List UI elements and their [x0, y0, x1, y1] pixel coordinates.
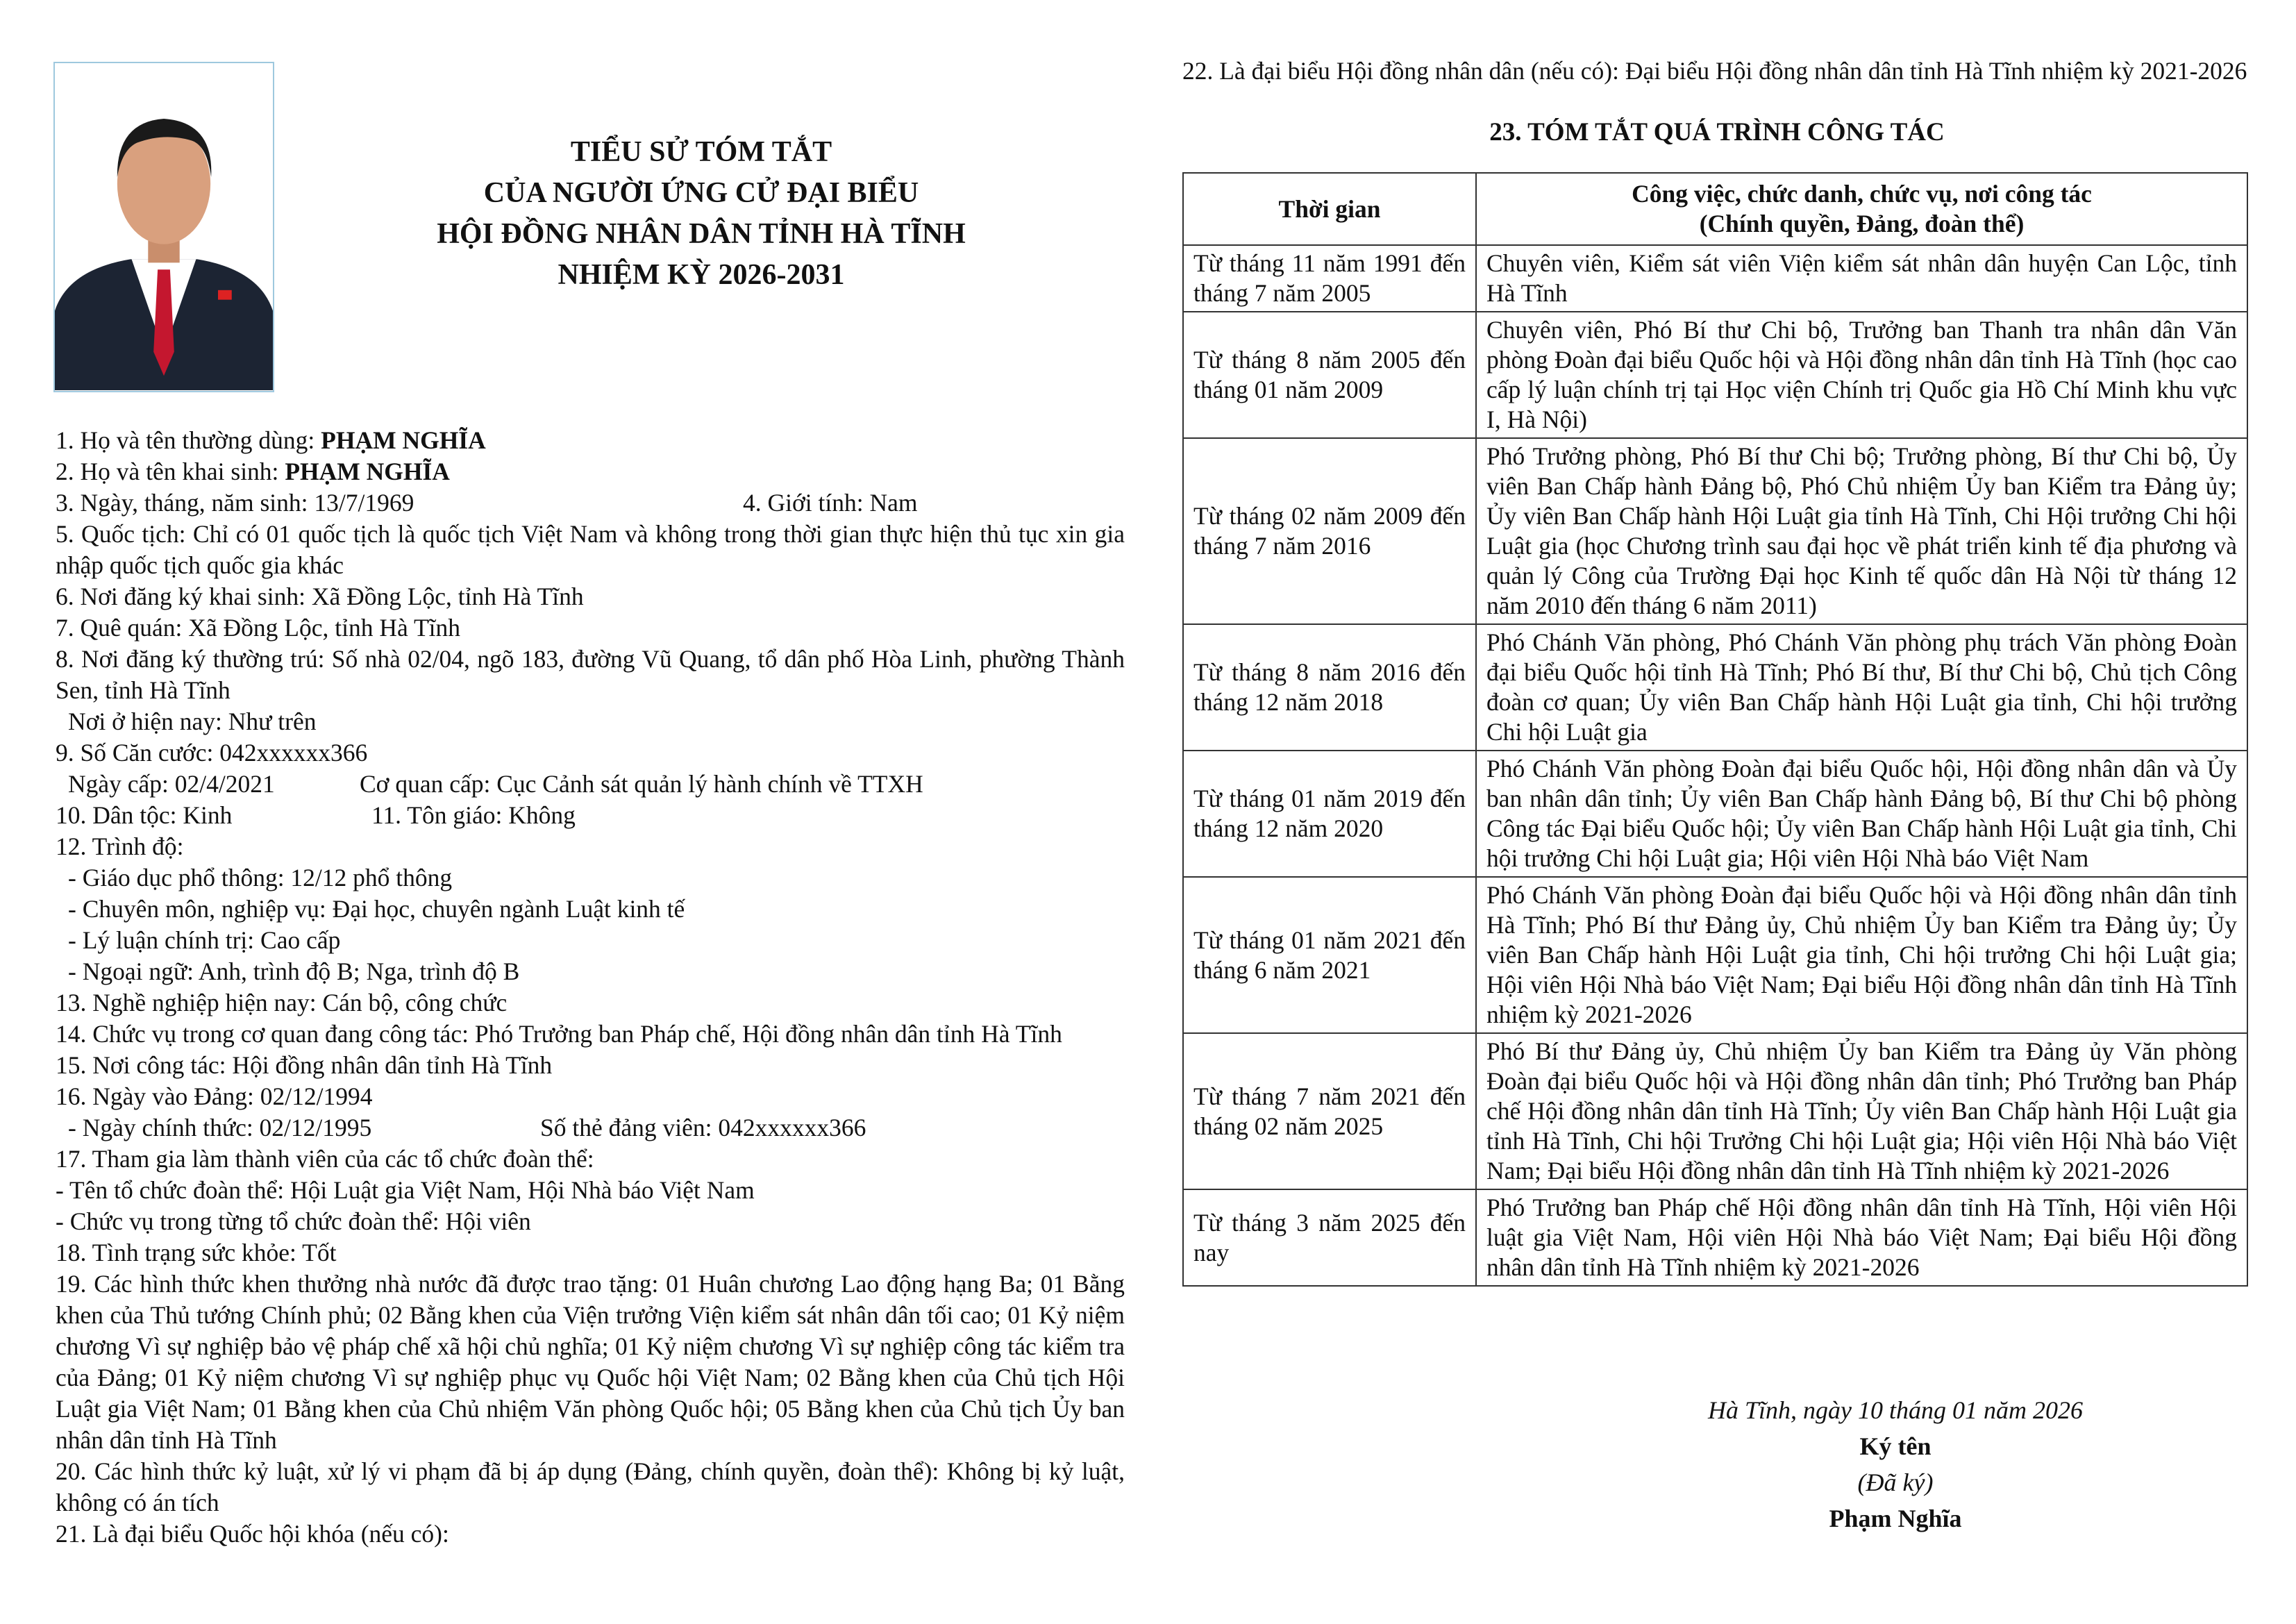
row-time: Từ tháng 8 năm 2016 đến tháng 12 năm 2018 — [1183, 624, 1476, 751]
item-9-agency: Cơ quan cấp: Cục Cảnh sát quản lý hành chính về TTXH — [360, 770, 923, 798]
document-title — [326, 132, 1076, 296]
row-desc: Chuyên viên, Phó Bí thư Chi bộ, Trưởng ban Thanh tra nhân dân Văn phòng Đoàn đại biểu Quốc hội và Hội đồng nhân dân tỉnh Hà Tĩnh (học cao cấp lý luận chính trị tại Học viện Chính trị Quốc gia Hồ Chí Minh khu vực I, Hà Nội) — [1476, 312, 2247, 438]
item-12a: - Giáo dục phổ thông: 12/12 phổ thông — [68, 864, 453, 891]
item-11: 11. Tôn giáo: Không — [371, 801, 576, 829]
item-1 — [56, 425, 1125, 456]
item-2-value: PHẠM NGHĨA — [285, 458, 450, 485]
sign-label: Ký tên — [1859, 1432, 1932, 1460]
item-2-label: 2. Họ và tên khai sinh: — [56, 458, 285, 485]
item-15: 15. Nơi công tác: Hội đồng nhân dân tỉnh Hà Tĩnh — [56, 1051, 553, 1079]
item-20: 20. Các hình thức kỷ luật, xử lý vi phạm đã bị áp dụng (Đảng, chính quyền, đoàn thể): Không bị kỷ luật, không có án tích — [56, 1457, 1125, 1516]
item-21: 21. Là đại biểu Quốc hội khóa (nếu có): — [56, 1520, 449, 1548]
row-time: Từ tháng 3 năm 2025 đến nay — [1183, 1189, 1476, 1286]
title-line-2: CỦA NGƯỜI ỨNG CỬ ĐẠI BIỂU — [483, 177, 919, 209]
item-19: 19. Các hình thức khen thưởng nhà nước đã được trao tặng: 01 Huân chương Lao động hạng Ba; 01 Bằng khen của Thủ tướng Chính phủ; 02 Bằng khen của Viện trưởng Viện kiểm sát nhân dân tối cao; 01 Kỷ niệm chương Vì sự nghiệp bảo vệ pháp chế xã hội chủ nghĩa; 01 Kỷ niệm chương Vì sự nghiệp công tác kiểm tra của Đảng; 01 Kỷ niệm chương Vì sự nghiệp phục vụ Quốc hội Việt Nam; 02 Bằng khen của Chủ tịch Hội Luật gia Việt Nam; 01 Bằng khen của Chủ nhiệm Văn phòng Quốc hội; 05 Bằng khen của Chủ tịch Ủy ban nhân dân tỉnh Hà Tĩnh — [56, 1270, 1125, 1454]
item-16: 16. Ngày vào Đảng: 02/12/1994 — [56, 1082, 373, 1110]
row-time: Từ tháng 11 năm 1991 đến tháng 7 năm 2005 — [1183, 245, 1476, 312]
item-10-11 — [56, 800, 1125, 831]
title-line-4: NHIỆM KỲ 2026-2031 — [558, 259, 845, 291]
item-17a: - Tên tổ chức đoàn thể: Hội Luật gia Việt Nam, Hội Nhà báo Việt Nam — [56, 1176, 755, 1204]
item-13: 13. Nghề nghiệp hiện nay: Cán bộ, công chức — [56, 989, 508, 1016]
col-header-work-line-1: Công việc, chức danh, chức vụ, nơi công tác — [1632, 180, 2092, 208]
row-time: Từ tháng 01 năm 2021 đến tháng 6 năm 2021 — [1183, 877, 1476, 1033]
item-9-issue — [56, 769, 1125, 800]
item-9: 9. Số Căn cước: 042xxxxxx366 — [56, 739, 368, 767]
row-desc: Phó Trưởng phòng, Phó Bí thư Chi bộ; Trưởng phòng, Bí thư Chi bộ, Ủy viên Ban Chấp hành Đảng bộ, Phó Chủ nhiệm Ủy ban Kiểm tra Đảng ủy; Ủy viên Ban Chấp hành Hội Luật gia tỉnh Hà Tĩnh, Chi Hội trưởng Chi hội Luật gia (học Chương trình sau đại học về phát triển kinh tế địa phương và quản lý Công của Trường Đại học Kinh tế quốc dân Hà Nội từ tháng 12 năm 2010 đến tháng 6 năm 2011) — [1476, 438, 2247, 624]
item-2 — [56, 456, 1125, 487]
item-7: 7. Quê quán: Xã Đồng Lộc, tỉnh Hà Tĩnh — [56, 614, 461, 642]
signer-name: Phạm Nghĩa — [1829, 1505, 1962, 1532]
item-8: 8. Nơi đăng ký thường trú: Số nhà 02/04, ngõ 183, đường Vũ Quang, tổ dân phố Hòa Linh, phường Thành Sen, tỉnh Hà Tĩnh — [56, 645, 1125, 704]
work-history-table — [1182, 172, 2248, 1287]
item-16-details — [56, 1112, 1125, 1144]
table-row — [1183, 245, 2247, 312]
title-line-3: HỘI ĐỒNG NHÂN DÂN TỈNH HÀ TĨNH — [437, 218, 966, 250]
table-row — [1183, 751, 2247, 877]
row-time: Từ tháng 8 năm 2005 đến tháng 01 năm 2009 — [1183, 312, 1476, 438]
item-3-4 — [56, 487, 1125, 519]
item-1-value: PHẠM NGHĨA — [321, 426, 486, 454]
col-header-work — [1476, 173, 2247, 245]
table-row — [1183, 312, 2247, 438]
item-8b: Nơi ở hiện nay: Như trên — [68, 708, 317, 735]
item-4: 4. Giới tính: Nam — [743, 489, 918, 517]
row-desc: Chuyên viên, Kiểm sát viên Viện kiểm sát nhân dân huyện Can Lộc, tỉnh Hà Tĩnh — [1476, 245, 2247, 312]
item-5: 5. Quốc tịch: Chỉ có 01 quốc tịch là quốc tịch Việt Nam và không trong thời gian thực hiện thủ tục xin gia nhập quốc tịch quốc gia khác — [56, 520, 1125, 579]
item-1-label: 1. Họ và tên thường dùng: — [56, 426, 321, 454]
row-desc: Phó Trưởng ban Pháp chế Hội đồng nhân dân tỉnh Hà Tĩnh, Hội viên Hội luật gia Việt Nam, Hội viên Hội Nhà báo Việt Nam; Đại biểu Hội đồng nhân dân tỉnh Hà Tĩnh nhiệm kỳ 2021-2026 — [1476, 1189, 2247, 1286]
item-12b: - Chuyên môn, nghiệp vụ: Đại học, chuyên ngành Luật kinh tế — [68, 895, 685, 923]
item-22: 22. Là đại biểu Hội đồng nhân dân (nếu có): Đại biểu Hội đồng nhân dân tỉnh Hà Tĩnh nhiệm kỳ 2021-2026 — [1182, 57, 2247, 85]
item-18: 18. Tình trạng sức khỏe: Tốt — [56, 1239, 337, 1266]
table-row — [1183, 438, 2247, 624]
row-time: Từ tháng 01 năm 2019 đến tháng 12 năm 2020 — [1183, 751, 1476, 877]
signed-note: (Đã ký) — [1857, 1468, 1934, 1496]
row-desc: Phó Chánh Văn phòng, Phó Chánh Văn phòng phụ trách Văn phòng Đoàn đại biểu Quốc hội tỉnh Hà Tĩnh; Phó Bí thư, Bí thư Chi bộ, Chủ tịch Công đoàn cơ quan; Ủy viên Ban Chấp hành Hội Luật gia tỉnh, Chi hội trưởng Chi hội Luật gia — [1476, 624, 2247, 751]
item-3: 3. Ngày, tháng, năm sinh: 13/7/1969 — [56, 489, 414, 517]
item-12c: - Lý luận chính trị: Cao cấp — [68, 926, 341, 954]
item-16a: - Ngày chính thức: 02/12/1995 — [68, 1114, 372, 1141]
col-header-work-line-2: (Chính quyền, Đảng, đoàn thể) — [1699, 210, 2025, 237]
item-10: 10. Dân tộc: Kinh — [56, 801, 233, 829]
row-time: Từ tháng 7 năm 2021 đến tháng 02 năm 2025 — [1183, 1033, 1476, 1189]
table-row — [1183, 624, 2247, 751]
row-desc: Phó Chánh Văn phòng Đoàn đại biểu Quốc hội và Hội đồng nhân dân tỉnh Hà Tĩnh; Phó Bí thư Đảng ủy, Chủ nhiệm Ủy ban Kiểm tra Đảng ủy; Ủy viên Ban Chấp hành Hội Luật gia tỉnh, Chi hội trưởng Chi hội Luật gia; Hội viên Hội Nhà báo Việt Nam; Đại biểu Hội đồng nhân dân tỉnh Hà Tĩnh nhiệm kỳ 2021-2026 — [1476, 877, 2247, 1033]
signature-block — [1562, 1392, 2229, 1537]
table-row — [1183, 1033, 2247, 1189]
personal-info — [56, 425, 1125, 1550]
row-desc: Phó Chánh Văn phòng Đoàn đại biểu Quốc hội, Hội đồng nhân dân và Ủy ban nhân dân tỉnh; Ủy viên Ban Chấp hành Đảng bộ, Bí thư Chi bộ phòng Công tác Đại biểu Quốc hội; Ủy viên Ban Chấp hành Hội Luật gia tỉnh, Chi hội trưởng Chi hội Luật gia; Hội viên Hội Nhà báo Việt Nam — [1476, 751, 2247, 877]
place-date: Hà Tĩnh, ngày 10 tháng 01 năm 2026 — [1708, 1396, 2083, 1424]
col-header-time: Thời gian — [1183, 173, 1476, 245]
work-history-title: 23. TÓM TẮT QUÁ TRÌNH CÔNG TÁC — [1489, 118, 1945, 147]
portrait-photo — [53, 62, 274, 392]
item-9-date: Ngày cấp: 02/4/2021 — [68, 770, 275, 798]
table-row — [1183, 1189, 2247, 1286]
row-desc: Phó Bí thư Đảng ủy, Chủ nhiệm Ủy ban Kiểm tra Đảng ủy Văn phòng Đoàn đại biểu Quốc hội và Hội đồng nhân dân tỉnh; Phó Trưởng ban Pháp chế Hội đồng nhân dân tỉnh Hà Tĩnh; Ủy viên Ban Chấp hành Hội Luật gia tỉnh Hà Tĩnh, Chi hội Trưởng Chi hội Luật gia; Hội viên Hội Nhà báo Việt Nam; Đại biểu Hội đồng nhân dân tỉnh Hà Tĩnh nhiệm kỳ 2021-2026 — [1476, 1033, 2247, 1189]
item-6: 6. Nơi đăng ký khai sinh: Xã Đồng Lộc, tỉnh Hà Tĩnh — [56, 583, 584, 610]
portrait-illustration — [55, 63, 273, 391]
row-time: Từ tháng 02 năm 2009 đến tháng 7 năm 2016 — [1183, 438, 1476, 624]
item-12: 12. Trình độ: — [56, 832, 184, 860]
title-line-1: TIỂU SỬ TÓM TẮT — [570, 136, 832, 168]
table-header-row — [1183, 173, 2247, 245]
item-12d: - Ngoại ngữ: Anh, trình độ B; Nga, trình độ B — [68, 957, 520, 985]
table-row — [1183, 877, 2247, 1033]
item-17: 17. Tham gia làm thành viên của các tổ chức đoàn thể: — [56, 1145, 594, 1173]
item-17b: - Chức vụ trong từng tổ chức đoàn thể: Hội viên — [56, 1207, 531, 1235]
item-14: 14. Chức vụ trong cơ quan đang công tác: Phó Trưởng ban Pháp chế, Hội đồng nhân dân tỉnh Hà Tĩnh — [56, 1020, 1062, 1048]
item-16b: Số thẻ đảng viên: 042xxxxxx366 — [540, 1114, 866, 1141]
